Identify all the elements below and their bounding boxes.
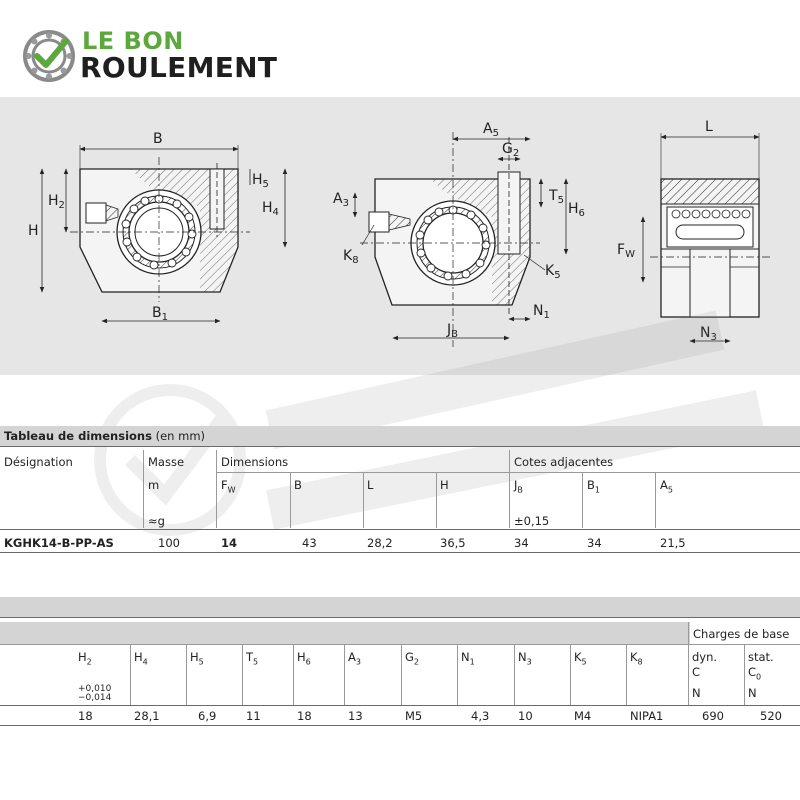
table2-title-band (0, 597, 800, 617)
value-n1: 4,3 (471, 709, 490, 723)
dim-jb-label: $J_B$ (447, 322, 459, 340)
header-a5: $A_5$ (660, 478, 673, 495)
value-b1: 34 (587, 536, 602, 550)
jb-tolerance: ±0,15 (514, 514, 550, 528)
header-k5: $K_5$ (574, 650, 587, 667)
col-designation-header: Désignation (4, 455, 73, 469)
header-h: H (440, 478, 449, 492)
dim-t5-label: $T_5$ (549, 188, 564, 206)
dim-b-label: B (153, 131, 163, 147)
value-b: 43 (302, 536, 317, 550)
header-h4: $H_4$ (134, 650, 148, 667)
value-jb: 34 (514, 536, 529, 550)
header-b1: $B_1$ (587, 478, 600, 495)
masse-value: 100 (158, 536, 180, 550)
dyn-unit: N (692, 686, 701, 700)
brand-name-line2: ROULEMENT (80, 51, 278, 84)
technical-drawing (0, 97, 800, 375)
value-a3: 13 (348, 709, 363, 723)
masse-unit: m (148, 478, 160, 492)
h2-tol-minus: −0,014 (78, 693, 112, 703)
dim-a3-label: $A_3$ (333, 191, 349, 209)
header-dyn-symbol: C (692, 665, 701, 679)
value-k8: NIPA1 (630, 709, 664, 723)
dim-l-label: L (705, 119, 713, 135)
value-h5: 6,9 (198, 709, 217, 723)
col-masse-header: Masse (148, 455, 185, 469)
front-view (28, 131, 285, 323)
header-stat: stat. (748, 650, 774, 664)
technical-drawing-panel (0, 97, 800, 375)
bearing-check-icon (22, 29, 76, 83)
table1-title-unit: (en mm) (151, 429, 206, 443)
header-jb: $J_B$ (514, 478, 523, 495)
dim-h2-label: $H_2$ (48, 193, 65, 211)
header-t5: $T_5$ (246, 650, 259, 667)
brand-name-line1: LE BON (82, 27, 184, 55)
dim-k5-label: $K_5$ (545, 263, 561, 281)
value-h: 36,5 (440, 536, 466, 550)
header-dyn: dyn. (692, 650, 718, 664)
table2-subheader-band (0, 622, 690, 644)
table1-title-text: Tableau de dimensions (4, 429, 152, 443)
h2-tol-plus: +0,010 (78, 684, 112, 694)
value-t5: 11 (246, 709, 261, 723)
value-l: 28,2 (367, 536, 393, 550)
value-dyn-c: 690 (702, 709, 724, 723)
dim-n3-label: $N_3$ (700, 325, 717, 343)
value-a5: 21,5 (660, 536, 686, 550)
header-k8: $K_8$ (630, 650, 643, 667)
designation-value: KGHK14-B-PP-AS (4, 536, 114, 550)
header-h6: $H_6$ (297, 650, 311, 667)
header-h5: $H_5$ (190, 650, 204, 667)
dim-h-label: H (28, 223, 39, 239)
dim-fw-label: $F_W$ (617, 242, 635, 260)
header-stat-symbol: $C_0$ (748, 665, 762, 682)
col-dimensions-header: Dimensions (221, 455, 289, 469)
dim-h4-label: $H_4$ (262, 200, 279, 218)
dim-a5-label: $A_5$ (483, 121, 499, 139)
dim-k8-label: $K_8$ (343, 248, 359, 266)
dim-h5-label: $H_5$ (252, 172, 269, 190)
value-h6: 18 (297, 709, 312, 723)
header-fw: $F_W$ (221, 478, 236, 495)
value-stat-c0: 520 (760, 709, 782, 723)
masse-approx: ≈g (148, 514, 165, 528)
col-cotes-header: Cotes adjacentes (514, 455, 614, 469)
header-h2: $H_2$ (78, 650, 92, 667)
section-view (333, 121, 585, 347)
dim-h6-label: $H_6$ (568, 201, 585, 219)
header-l: L (367, 478, 374, 492)
brand-logo[interactable] (22, 27, 302, 87)
header-a3: $A_3$ (348, 650, 361, 667)
value-h4: 28,1 (134, 709, 160, 723)
stat-unit: N (748, 686, 757, 700)
value-h2: 18 (78, 709, 93, 723)
value-n3: 10 (518, 709, 533, 723)
header-n1: $N_1$ (461, 650, 475, 667)
header-n3: $N_3$ (518, 650, 532, 667)
charges-header: Charges de base (693, 627, 790, 641)
value-k5: M4 (574, 709, 592, 723)
side-view (617, 119, 770, 343)
value-g2: M5 (405, 709, 423, 723)
table1-title (0, 426, 800, 446)
dim-g2-label: $G_2$ (502, 141, 520, 159)
value-fw: 14 (221, 536, 238, 550)
header-b: B (294, 478, 302, 492)
header-g2: $G_2$ (405, 650, 420, 667)
dim-n1-label: $N_1$ (533, 303, 550, 321)
dim-b1-label: $B_1$ (152, 305, 168, 323)
